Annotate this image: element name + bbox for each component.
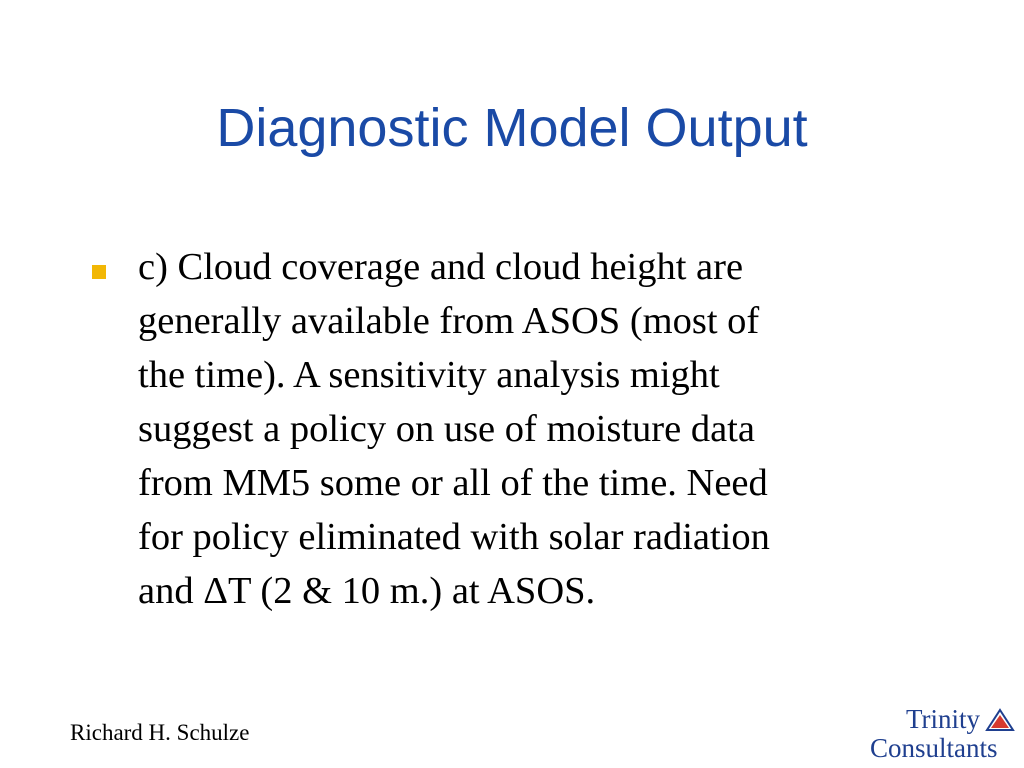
square-bullet-icon: [92, 265, 106, 279]
logo-triangle-icon: [987, 710, 1013, 730]
logo-line2: Consultants: [870, 733, 998, 762]
bullet-list: [90, 240, 890, 618]
logo-line1: Trinity: [906, 704, 981, 734]
footer-author: Richard H. Schulze: [70, 720, 250, 745]
bullet-text: c) Cloud coverage and cloud height are generally available from ASOS (most of the time). A sensitivity analysis might suggest a policy on use of moisture data from MM5 some or all of the time. Need for policy eliminated with solar radiation and ΔT (2 & 10 m.) at ASOS.: [138, 246, 770, 612]
trinity-consultants-logo: [868, 700, 1018, 762]
bullet-item: [90, 240, 890, 618]
slide-title: Diagnostic Model Output: [216, 98, 808, 158]
